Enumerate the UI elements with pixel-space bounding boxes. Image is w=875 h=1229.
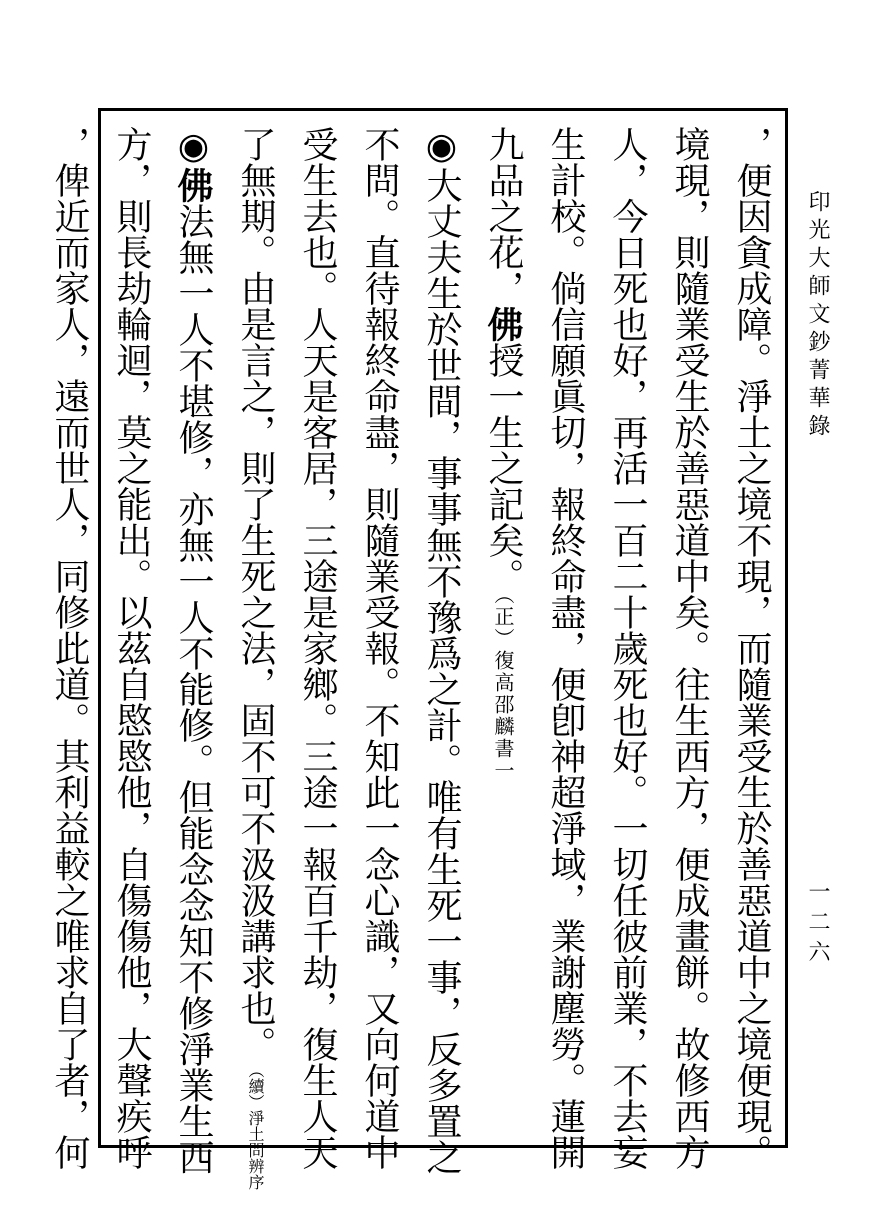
emphasis-text: 佛 xyxy=(172,167,214,203)
text-segment: 九品之花， xyxy=(483,126,524,306)
text-segment: 方，則長劫輪迴，莫之能出。以茲自愍愍他，自傷傷他，大聲疾呼 xyxy=(111,126,152,1170)
text-column xyxy=(224,126,286,1190)
page-number: 一二六 xyxy=(805,880,830,970)
text-column xyxy=(472,126,534,1126)
text-column xyxy=(410,126,472,1175)
text-column xyxy=(100,126,162,1170)
text-segment: ◉大丈夫生於世間，事事無不豫爲之計。唯有生死一事，反多置之 xyxy=(421,126,462,1175)
text-segment: 生計校。倘信願眞切，報終命盡，便卽神超淨域，業謝塵勞。蓮開 xyxy=(545,126,586,1170)
text-segment: 法無一人不堪修，亦無一人不能修。但能念念知不修淨業生西 xyxy=(173,203,214,1175)
text-segment: 受生去也。人天是客居，三途是家鄉。三途一報百千劫，復生人天 xyxy=(297,126,338,1170)
text-column xyxy=(720,126,782,1170)
text-segment: ，俾近而家人，遠而世人，同修此道。其利益較之唯求自了者，何 xyxy=(49,126,90,1170)
text-segment: 不問。直待報終命盡，則隨業受報。不知此一念心識，又向何道中 xyxy=(359,126,400,1170)
text-column xyxy=(38,126,100,1170)
text-column xyxy=(348,126,410,1170)
text-segment: 了無期。由是言之，則了生死之法，固不可不汲汲講求也。 xyxy=(235,126,276,1062)
main-text xyxy=(49,126,782,1190)
text-segment: 授一生之記矣。 xyxy=(483,342,524,594)
text-column xyxy=(162,126,224,1175)
book-title: 印光大師文鈔菁華錄 xyxy=(805,190,830,442)
text-segment: 人，今日死也好，再活一百二十歲死也好。一切任彼前業，不去妄 xyxy=(607,126,648,1170)
text-column xyxy=(286,126,348,1170)
emphasis-text: 佛 xyxy=(482,306,524,342)
source-citation: （續）淨土問辨序 xyxy=(246,1062,265,1190)
text-segment: 境現，則隨業受生於善惡道中矣。往生西方，便成畫餅。故修西方 xyxy=(669,126,710,1170)
source-citation: （正）復高邵麟書一 xyxy=(491,594,515,782)
text-segment: ◉ xyxy=(173,126,214,167)
text-column xyxy=(658,126,720,1170)
text-segment: ，便因貪成障。淨土之境不現，而隨業受生於善惡道中之境便現。 xyxy=(731,126,772,1170)
text-column xyxy=(534,126,596,1170)
text-column xyxy=(596,126,658,1170)
text-columns xyxy=(49,126,782,1190)
